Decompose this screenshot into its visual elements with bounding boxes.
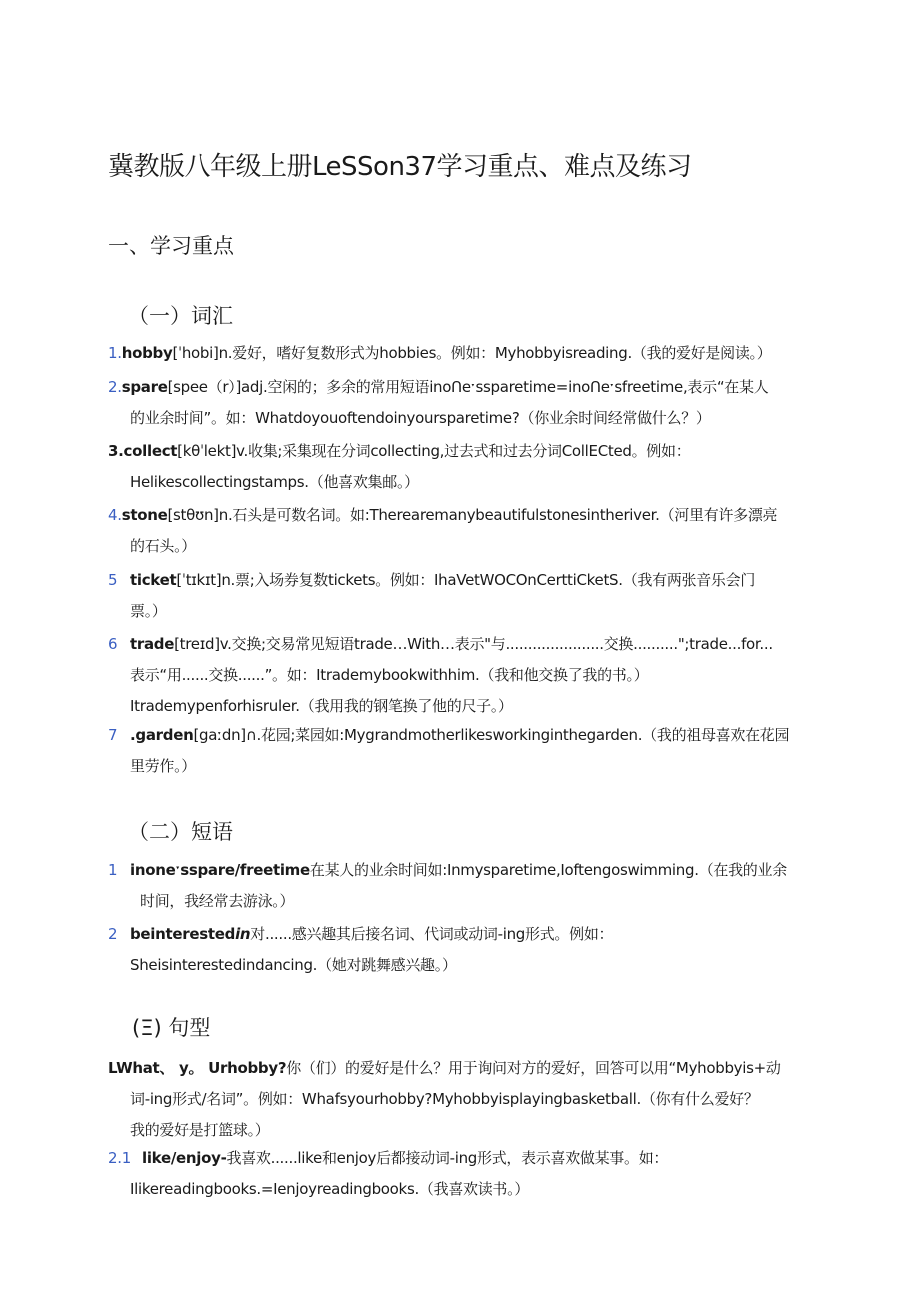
vocab-word: collect — [123, 442, 178, 460]
phrase-item-interested — [108, 919, 808, 981]
item-number: 4. — [108, 506, 122, 524]
sentence-item-like-enjoy — [108, 1143, 808, 1205]
item-number: 2.1 — [108, 1149, 131, 1167]
phrase-definition-cont: 时间，我经常去游泳。） — [140, 892, 295, 910]
phrase-definition: 对......感兴趣其后接名词、代词或动词-ing形式。例如： — [250, 925, 614, 943]
sentence-explanation-cont: 我的爱好是打篮球。） — [130, 1121, 270, 1139]
vocab-item-trade — [108, 629, 808, 722]
sentence-explanation-cont: Ilikereadingbooks.=Ienjoyreadingbooks.（我喜欢读书。） — [130, 1180, 530, 1198]
vocab-word: trade — [130, 635, 175, 653]
vocab-definition: [treɪd]v.交换;交易常见短语trade…With…表示"与......................交换..........";trade...for... — [174, 635, 773, 653]
vocab-definition: [ˈtɪkɪt]n.票;入场券复数tickets。例如：IhaVetWOCOnCerttiCketS.（我有两张音乐会门 — [176, 571, 756, 589]
item-number: 3. — [108, 442, 124, 460]
vocab-item-stone — [108, 500, 808, 562]
vocab-definition: [kθˈlekt]v.收集;采集现在分词collecting,过去式和过去分词CollECted。例如： — [177, 442, 691, 460]
phrase-definition-cont: Sheisinterestedindancing.（她对跳舞感兴趣。） — [130, 956, 457, 974]
subheading-vocabulary: （一）词汇 — [128, 304, 233, 328]
phrase-definition: 在某人的业余时间如:Inmysparetime,Ioftengoswimming.（在我的业余 — [309, 861, 787, 879]
item-number: 6 — [108, 635, 118, 653]
subheading-phrases: （二）短语 — [128, 820, 233, 844]
item-number: 1 — [108, 861, 118, 879]
subheading-sentence-patterns: (Ξ) 句型 — [132, 1016, 211, 1040]
vocab-word: stone — [121, 506, 168, 524]
vocab-word: hobby — [121, 344, 173, 362]
vocab-item-garden — [108, 720, 808, 782]
item-number: 1. — [108, 344, 122, 362]
sentence-explanation: 你（们）的爱好是什么？用于询问对方的爱好，回答可以用“Myhobbyis+动 — [286, 1059, 781, 1077]
vocab-definition-cont: Helikescollectingstamps.（他喜欢集邮。） — [130, 473, 419, 491]
section-heading-key-points: 一、学习重点 — [108, 234, 234, 258]
vocab-item-hobby — [108, 338, 808, 369]
item-number: 7 — [108, 726, 118, 744]
vocab-definition-cont: 的业余时间”。如：Whatdoyouoftendoinyoursparetime?（你业余时间经常做什么？） — [130, 409, 711, 427]
sentence-pattern: LWhat、 y。 Urhobby? — [108, 1059, 287, 1077]
document-title: 冀教版八年级上册LeSSon37学习重点、难点及练习 — [108, 152, 692, 182]
sentence-explanation: 我喜欢......like和enjoy后都接动词-ing形式，表示喜欢做某事。如： — [226, 1149, 669, 1167]
item-number: 5 — [108, 571, 118, 589]
vocab-word: ticket — [130, 571, 177, 589]
vocab-definition-cont: 里劳作。） — [130, 757, 197, 775]
phrase-word: inoneˑsspare/freetime — [130, 861, 310, 879]
vocab-definition: [gaːdn]∩.花园;菜园如:Mygrandmotherlikesworkinginthegarden.（我的祖母喜欢在花园 — [193, 726, 790, 744]
sentence-pattern: like/enjoy- — [142, 1149, 227, 1167]
vocab-definition-cont: 票。） — [130, 602, 167, 620]
item-number: 2. — [108, 378, 122, 396]
vocab-word: .garden — [130, 726, 194, 744]
sentence-item-hobby — [108, 1053, 808, 1146]
vocab-definition: [spee（r）]adj.空闲的；多余的常用短语inoՈeˑssparetime=inoՈeˑsfreetime,表示“在某人 — [167, 378, 769, 396]
vocab-item-spare — [108, 372, 808, 434]
vocab-item-ticket — [108, 565, 808, 627]
sentence-explanation-cont: 词-ing形式/名词”。例如：Whafsyourhobby?Myhobbyisplayingbasketball.（你有什么爱好？ — [130, 1090, 759, 1108]
vocab-word: spare — [121, 378, 168, 396]
vocab-definition-cont: Itrademypenforhisruler.（我用我的钢笔换了他的尺子。） — [130, 697, 513, 715]
vocab-item-collect — [108, 436, 808, 498]
vocab-definition-cont: 的石头。） — [130, 537, 197, 555]
item-number: 2 — [108, 925, 118, 943]
vocab-definition: [ˈhobi]n.爱好，嗜好复数形式为hobbies。例如：Myhobbyisreading.（我的爱好是阅读。） — [172, 344, 772, 362]
vocab-definition: [stθʊn]n.石头是可数名词。如:Therearemanybeautifulstonesintheriver.（河里有许多漂亮 — [167, 506, 778, 524]
vocab-definition-cont: 表示“用......交换......”。如：Itrademybookwithhim.（我和他交换了我的书。） — [130, 666, 649, 684]
phrase-item-spare-time — [108, 855, 808, 917]
phrase-word-italic: in — [235, 925, 251, 943]
phrase-word: beinterested — [130, 925, 236, 943]
